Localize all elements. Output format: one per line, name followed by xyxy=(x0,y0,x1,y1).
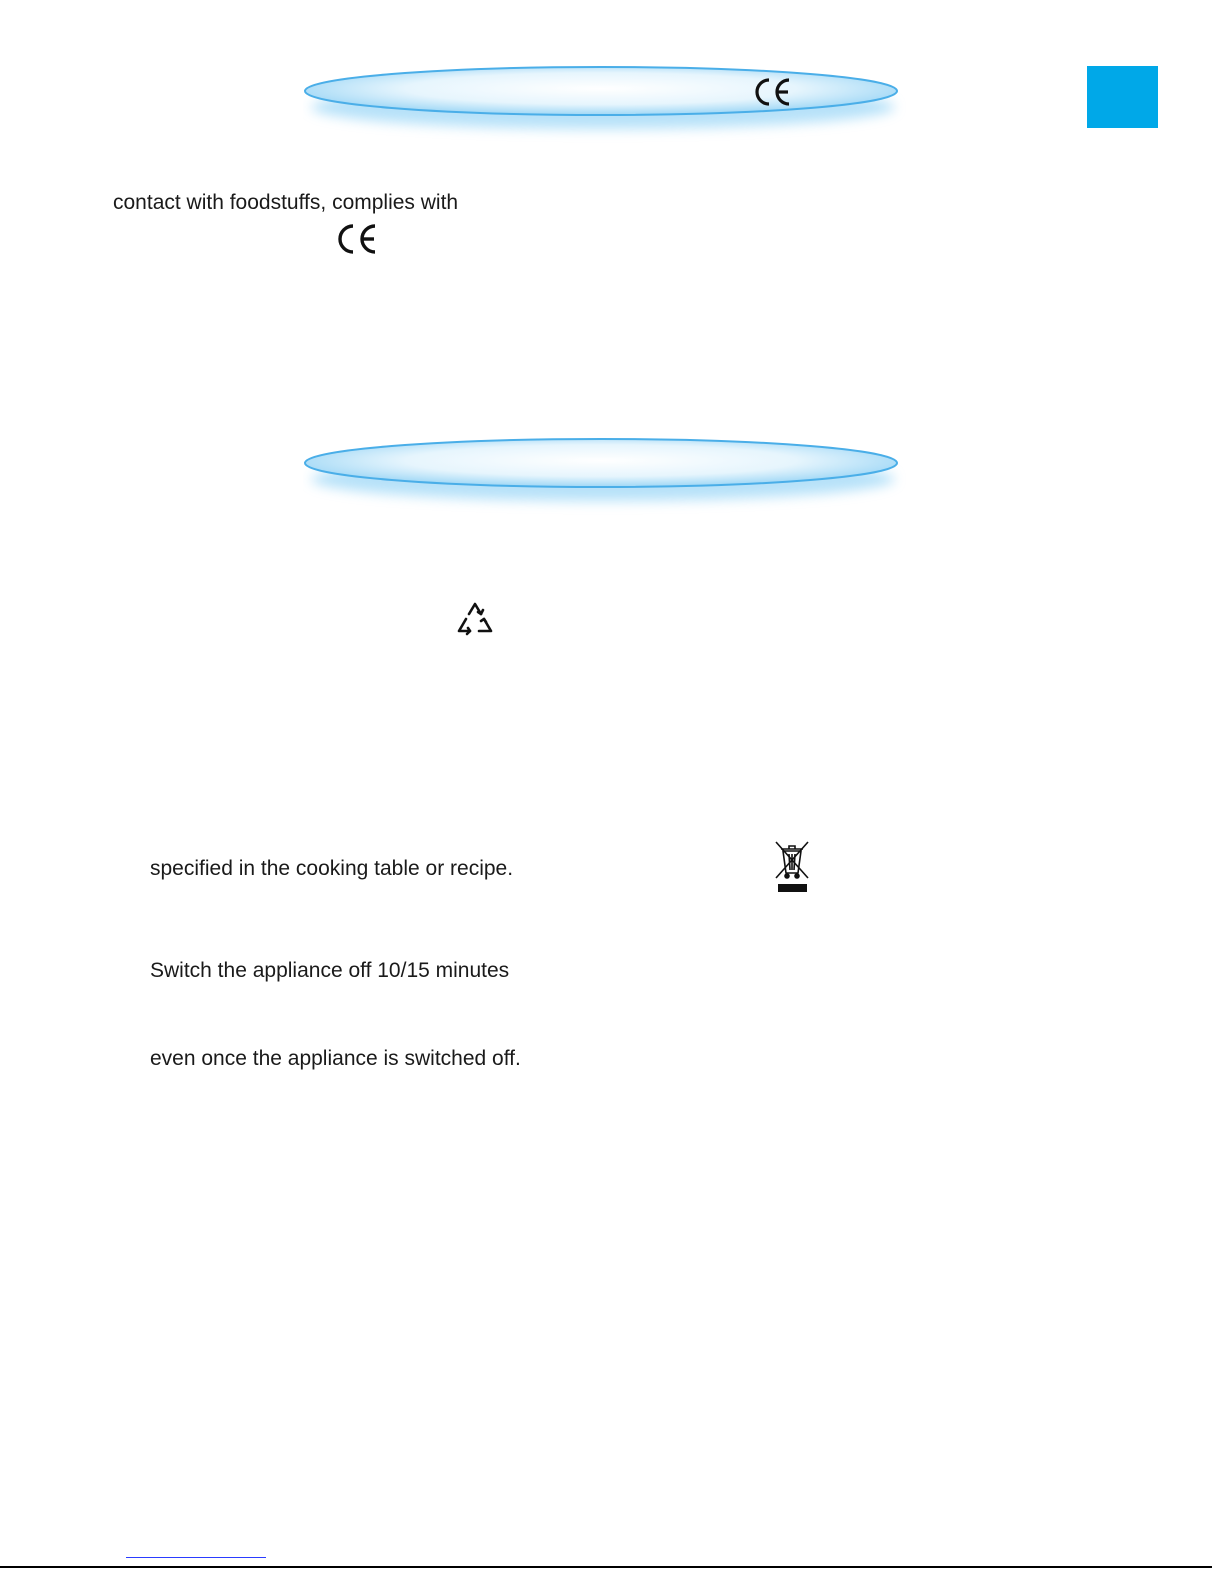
language-tab xyxy=(1087,66,1158,128)
lens-graphic xyxy=(303,65,928,147)
ce-mark-icon xyxy=(752,76,792,108)
lens-graphic xyxy=(303,437,928,519)
section-header-banner xyxy=(303,65,928,147)
body-text-line: even once the appliance is switched off. xyxy=(150,1047,521,1070)
body-text-line: specified in the cooking table or recipe. xyxy=(150,857,514,880)
crossed-out-bin-icon xyxy=(772,840,812,896)
body-text-line: Switch the appliance off 10/15 minutes xyxy=(150,959,510,982)
ce-mark-icon xyxy=(334,222,378,256)
body-text-line: contact with foodstuffs, complies with xyxy=(113,191,459,214)
footer-link-underline[interactable] xyxy=(126,1557,266,1558)
footer-rule xyxy=(0,1566,1212,1568)
recycle-icon xyxy=(455,600,495,638)
section-header-banner xyxy=(303,437,928,519)
